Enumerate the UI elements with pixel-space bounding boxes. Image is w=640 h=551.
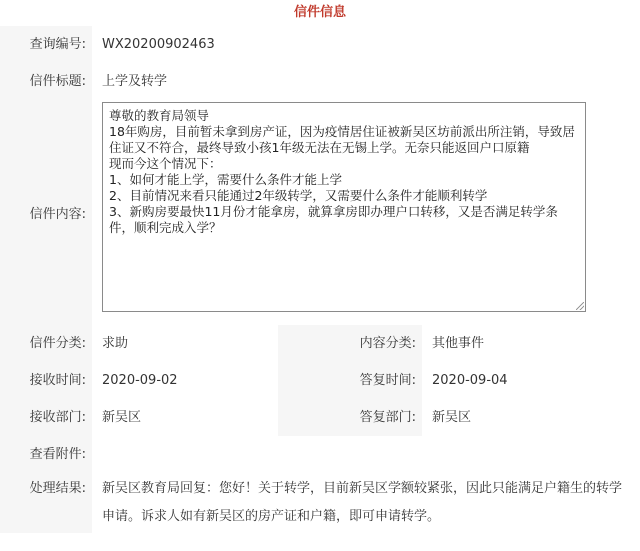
page-title: 信件信息 [293,5,346,20]
reply-dept-value: 新吴区 [432,410,472,425]
row-query-id [0,26,640,63]
category-label: 信件分类: [0,325,92,362]
attachments-value[interactable] [92,436,640,473]
row-attachments [0,436,640,473]
received-time-value: 2020-09-02 [102,373,178,388]
result-label: 处理结果: [0,473,92,533]
content-type-value: 其他事件 [432,336,485,351]
reply-dept-label: 答复部门: [278,399,422,436]
reply-time-label: 答复时间: [278,362,422,399]
result-value: 新吴区教育局回复：您好！关于转学，目前新吴区学额较紧张，因此只能满足户籍生的转学申请。诉求人如有新吴区的房产证和户籍，即可申请转学。 [102,481,623,524]
subject-value: 上学及转学 [102,74,168,89]
received-dept-value: 新吴区 [102,410,142,425]
resize-handle-icon[interactable] [576,302,584,310]
received-dept-label: 接收部门: [0,399,92,436]
query-id-value: WX20200902463 [102,37,215,52]
row-depts [0,399,640,436]
row-times [0,362,640,399]
subject-label: 信件标题: [0,63,92,100]
row-result [0,473,640,533]
attachments-label: 查看附件: [0,436,92,473]
row-content [0,100,640,325]
category-value: 求助 [102,336,129,351]
reply-time-value: 2020-09-04 [432,373,508,388]
row-subject [0,63,640,100]
row-category [0,325,640,362]
letter-content-text: 尊敬的教育局领导 18年购房，目前暂未拿到房产证，因为疫情居住证被新吴区坊前派出所注销，导致居住证又不符合，最终导致小孩1年级无法在无锡上学。无奈只能返回户口原籍 现而今这个情况下： 1、如何才能上学，需要什么条件才能上学 2、目前情况来看只能通过2年级转学，又需要什么条件才能顺利转学 3、新购房要最快11月份才能拿房，就算拿房即办理户口转移，又是否满足转学条件，顺利完成入学？ [109,108,575,235]
letter-content-textarea[interactable] [102,102,586,312]
query-id-label: 查询编号: [0,26,92,63]
received-time-label: 接收时间: [0,362,92,399]
content-type-label: 内容分类: [278,325,422,362]
content-label: 信件内容: [0,100,92,325]
